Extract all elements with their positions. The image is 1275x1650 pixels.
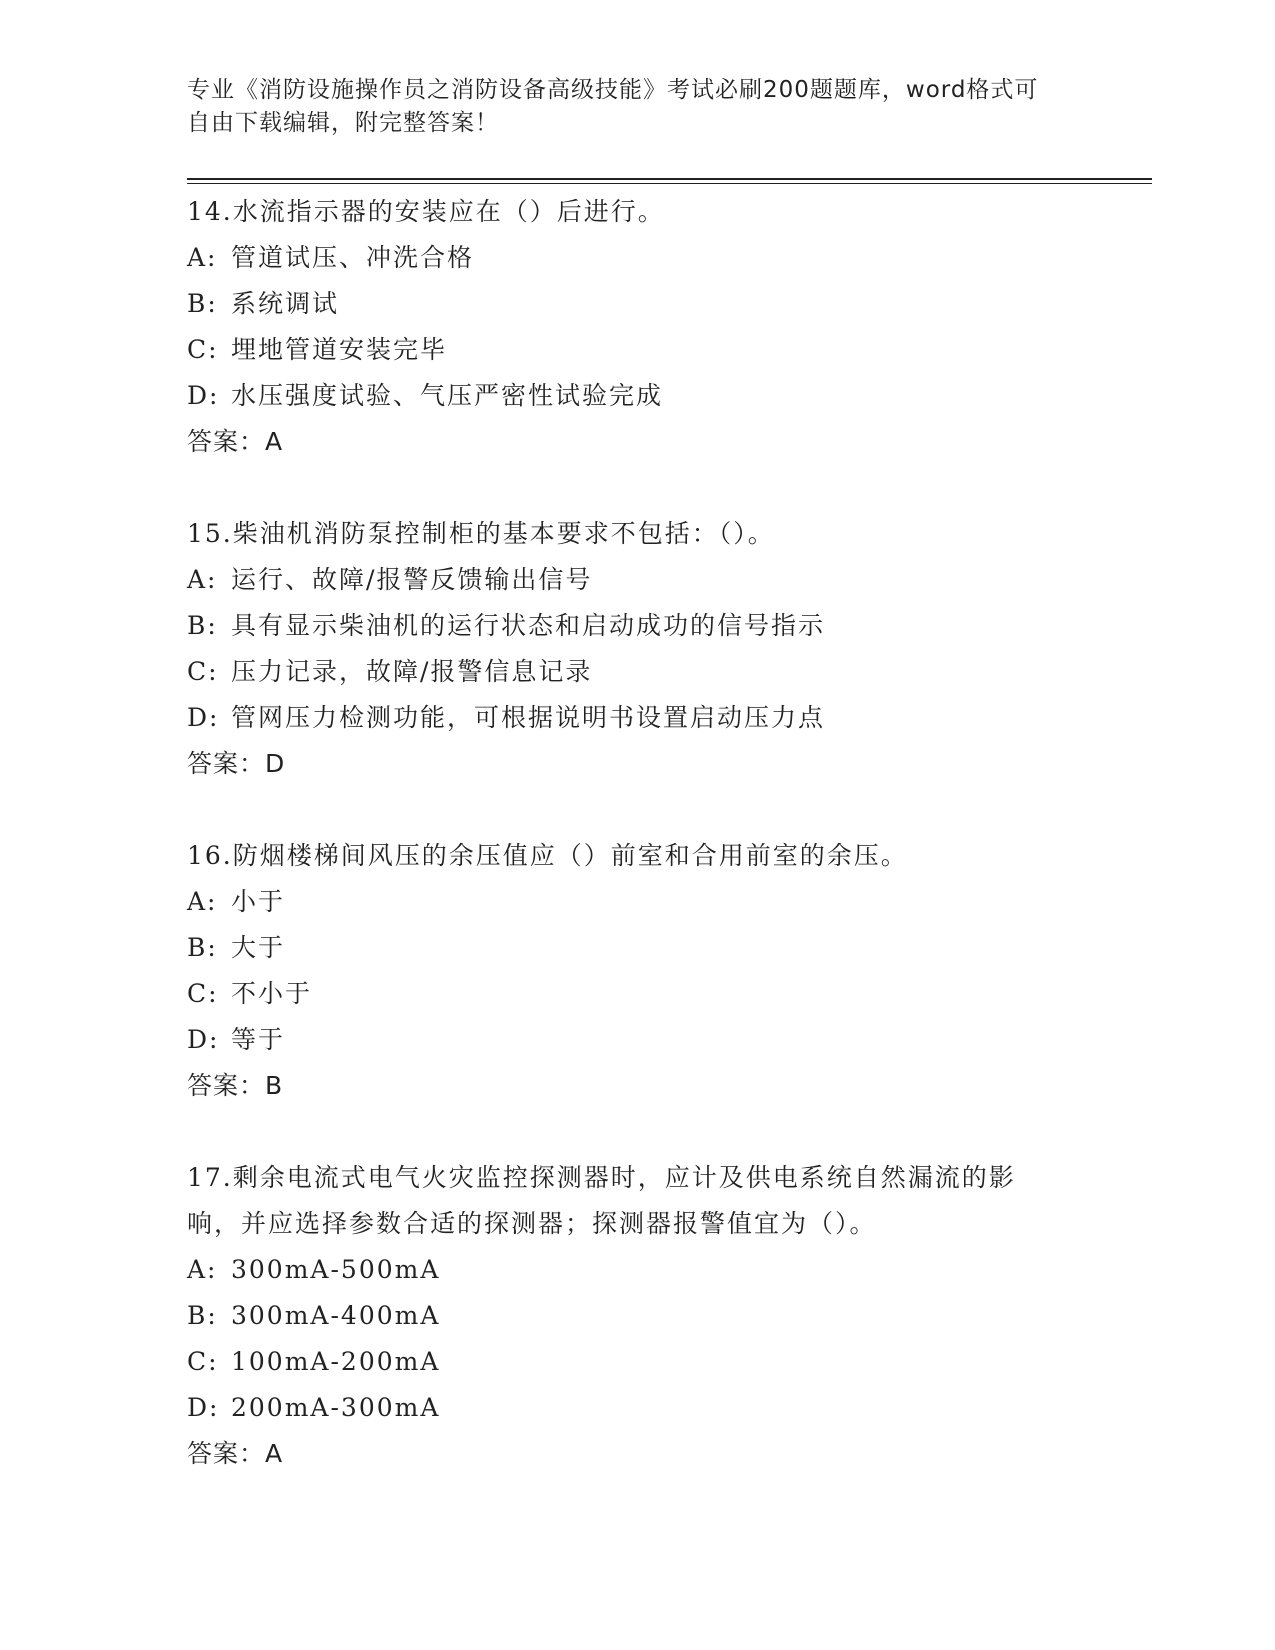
option-letter: A: [187,1255,218,1284]
option-b [187,603,1107,649]
question-stem [187,1155,1107,1247]
option-a [187,235,1107,281]
option-letter: A: [187,243,218,272]
header-line-2: 自由下载编辑，附完整答案！ [187,110,499,136]
question-stem [187,189,1107,235]
answer-line: 答案：D [187,749,286,778]
answer-line: 答案：A [187,427,284,456]
option-letter: B: [187,611,218,640]
option-letter: A: [187,887,218,916]
option-letter: C: [187,1347,219,1376]
question-list [187,189,1107,1523]
option-letter: B: [187,1301,218,1330]
option-text: 压力记录，故障/报警信息记录 [231,657,593,686]
option-letter: B: [187,933,218,962]
option-d [187,1385,1107,1431]
option-c [187,649,1107,695]
option-text: 300mA-500mA [231,1255,441,1284]
question-stem [187,833,1107,879]
question-stem-line: 14.水流指示器的安装应在（）后进行。 [187,197,665,226]
option-text: 大于 [231,933,286,962]
option-letter: D: [187,381,220,410]
option-letter: C: [187,657,219,686]
option-letter: C: [187,335,219,364]
header-divider-thin [187,183,1152,184]
question-stem-line: 响，并应选择参数合适的探测器；探测器报警值宜为（）。 [187,1209,877,1238]
option-text: 运行、故障/报警反馈输出信号 [231,565,593,594]
option-b [187,925,1107,971]
option-text: 300mA-400mA [231,1301,441,1330]
question-stem-line: 17.剩余电流式电气火灾监控探测器时，应计及供电系统自然漏流的影 [187,1163,1016,1192]
option-text: 埋地管道安装完毕 [231,335,448,364]
option-c [187,327,1107,373]
option-text: 系统调试 [231,289,340,318]
option-c [187,971,1107,1017]
option-text: 等于 [231,1025,286,1054]
option-text: 小于 [231,887,286,916]
option-d [187,1017,1107,1063]
question-15 [187,511,1107,787]
option-b [187,1293,1107,1339]
option-letter: D: [187,703,220,732]
option-text: 管道试压、冲洗合格 [231,243,475,272]
question-16 [187,833,1107,1109]
option-a [187,557,1107,603]
header-line-1: 专业《消防设施操作员之消防设备高级技能》考试必刷200题题库，word格式可 [187,77,1039,103]
option-c [187,1339,1107,1385]
answer-line: 答案：A [187,1439,284,1468]
option-letter: C: [187,979,219,1008]
option-letter: D: [187,1393,220,1422]
question-stem-line: 15.柴油机消防泵控制柜的基本要求不包括：（）。 [187,519,775,548]
option-letter: A: [187,565,218,594]
option-d [187,373,1107,419]
option-a [187,1247,1107,1293]
question-14 [187,189,1107,465]
option-d [187,695,1107,741]
option-letter: B: [187,289,218,318]
option-text: 水压强度试验、气压严密性试验完成 [231,381,664,410]
option-text: 200mA-300mA [231,1393,441,1422]
option-a [187,879,1107,925]
option-text: 不小于 [231,979,313,1008]
question-17 [187,1155,1107,1477]
option-b [187,281,1107,327]
option-text: 管网压力检测功能，可根据说明书设置启动压力点 [231,703,826,732]
header-divider [187,178,1152,180]
answer-line: 答案：B [187,1071,284,1100]
option-text: 100mA-200mA [231,1347,441,1376]
question-stem-line: 16.防烟楼梯间风压的余压值应（）前室和合用前室的余压。 [187,841,908,870]
option-text: 具有显示柴油机的运行状态和启动成功的信号指示 [231,611,826,640]
document-header [187,74,1087,140]
option-letter: D: [187,1025,220,1054]
question-stem [187,511,1107,557]
